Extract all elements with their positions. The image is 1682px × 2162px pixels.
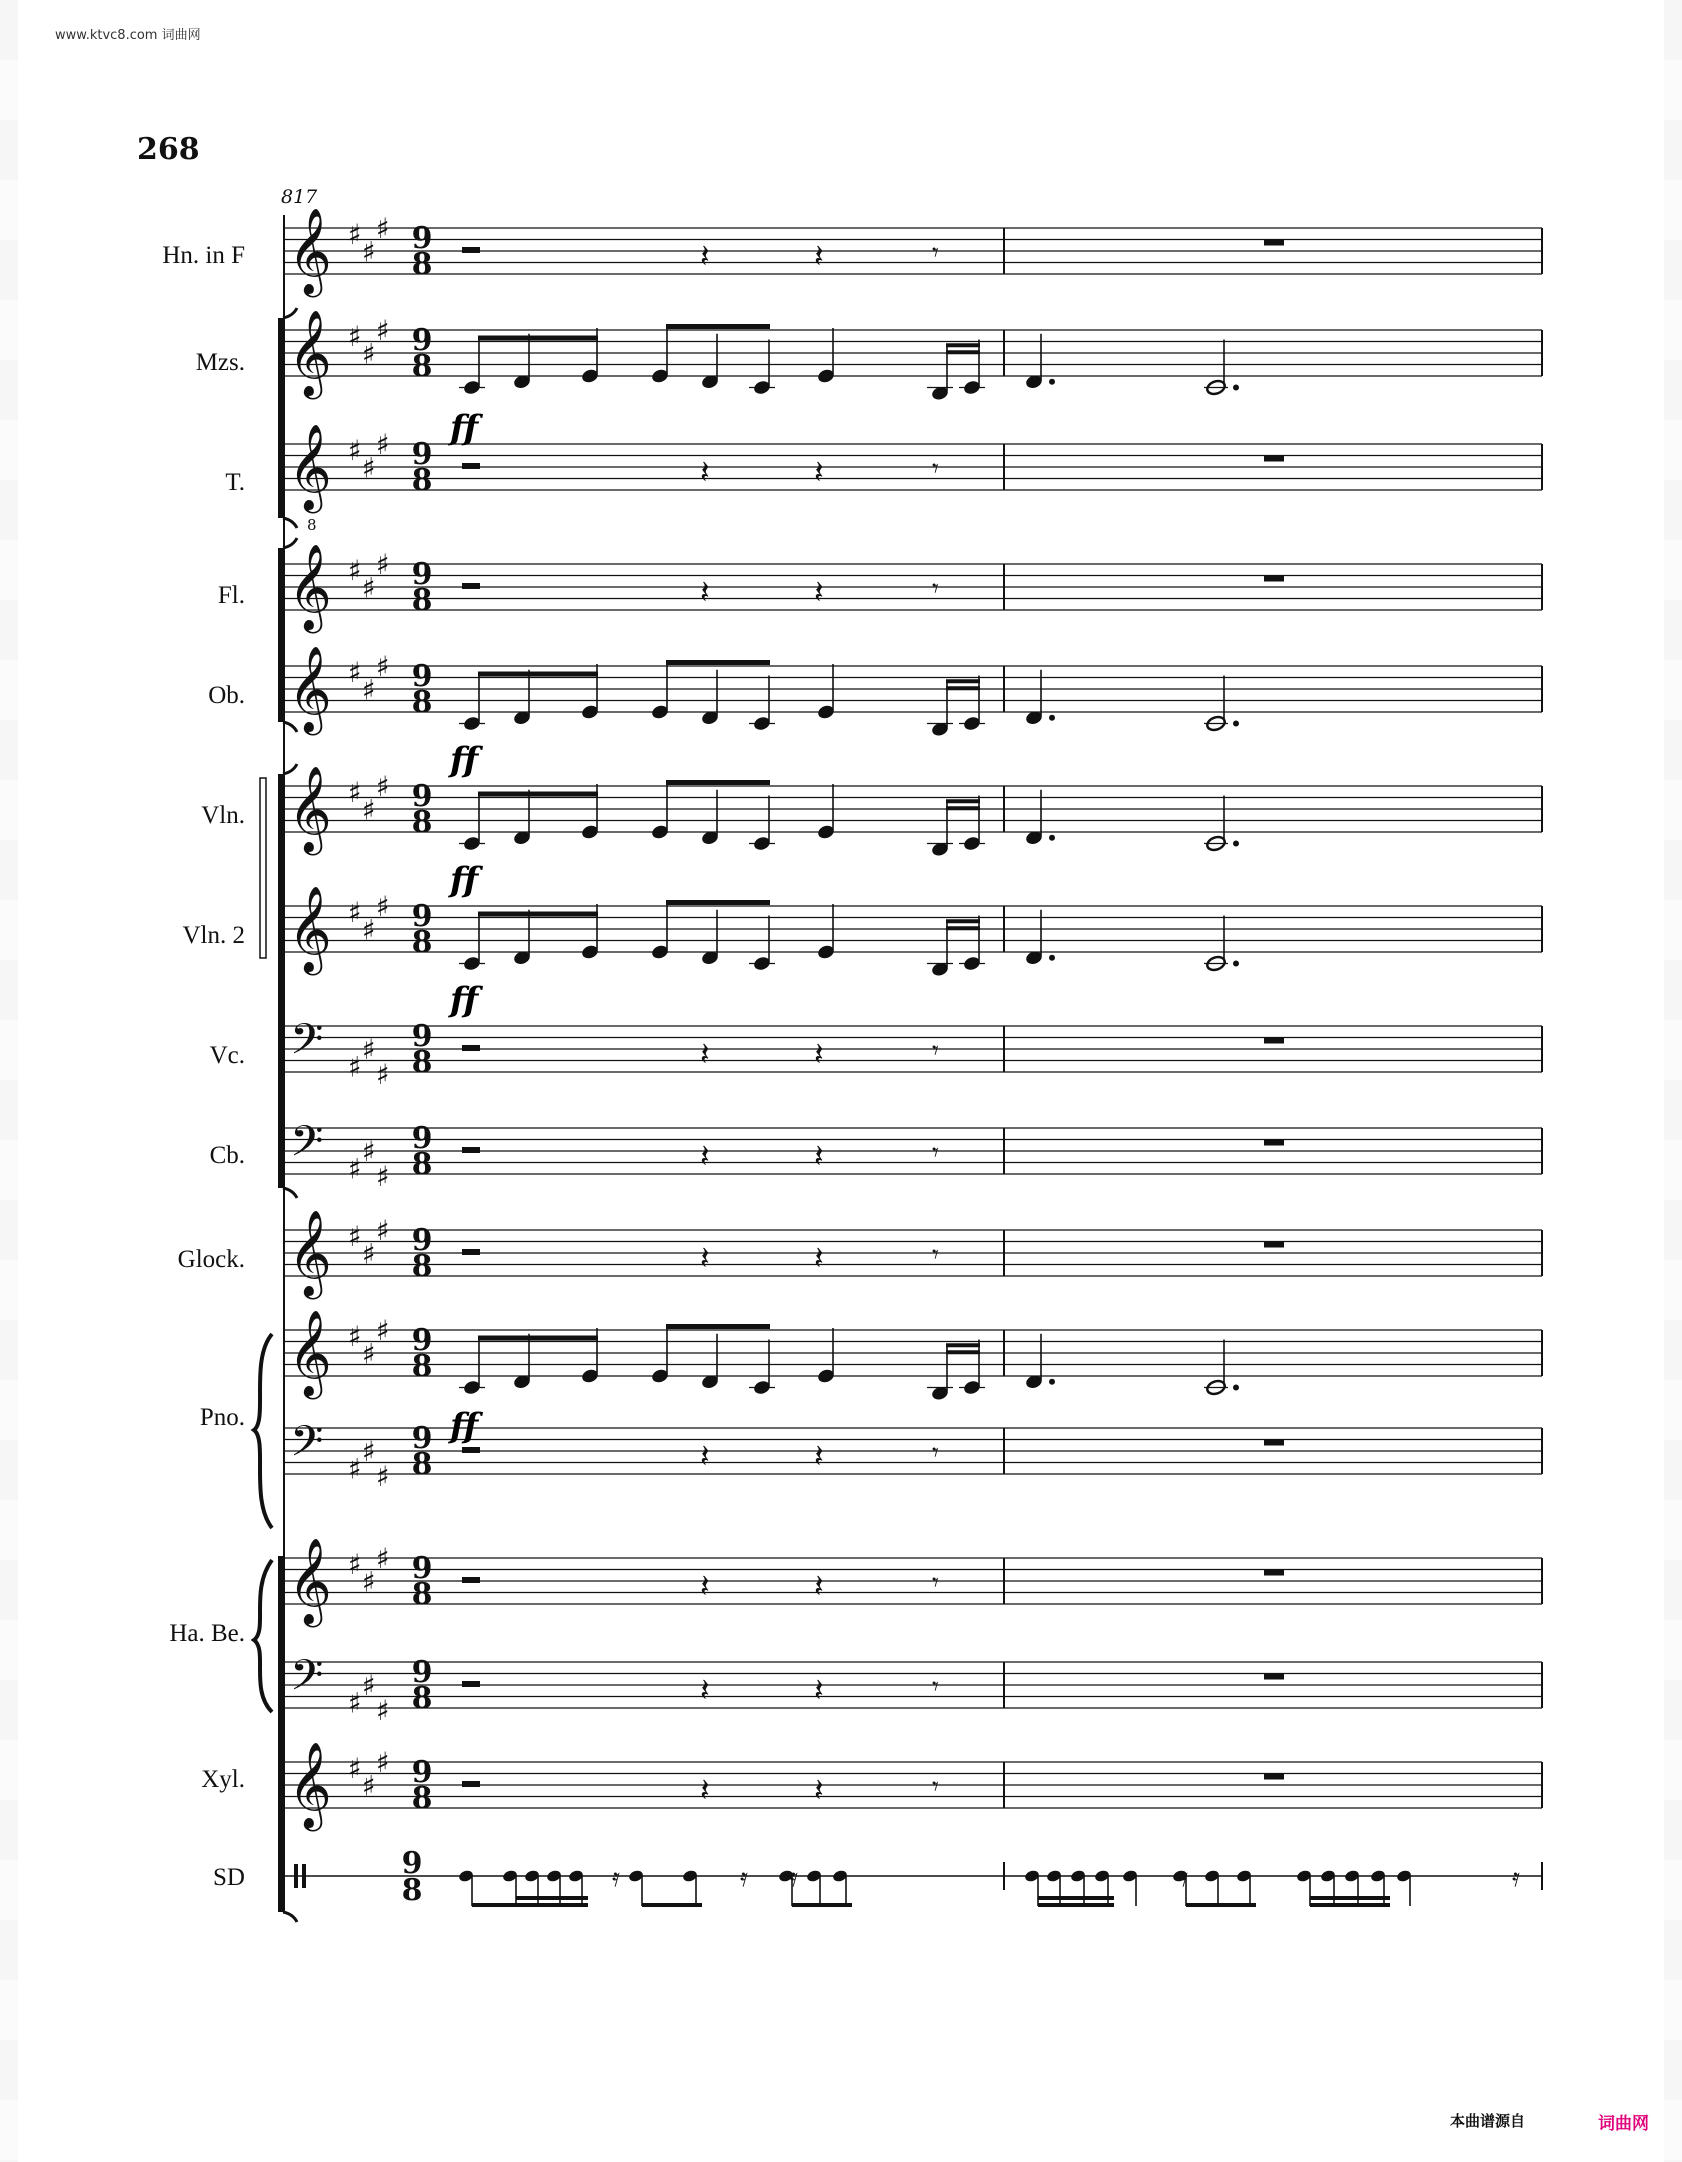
half-rest [462, 463, 480, 469]
time-signature-denominator: 8 [411, 1781, 433, 1816]
quarter-rest: 𝄽 [700, 453, 710, 491]
quarter-rest: 𝄽 [700, 1771, 710, 1809]
note-beam [478, 792, 598, 797]
quarter-rest: 𝄽 [814, 237, 824, 275]
sharp-icon: ♯ [362, 913, 376, 947]
sharp-icon: ♯ [362, 1565, 376, 1599]
dynamic-ff-piano: ff [450, 1406, 479, 1446]
sharp-icon: ♯ [348, 1452, 362, 1486]
note-beam [478, 672, 598, 677]
label-tenor: T. [225, 469, 245, 496]
half-rest [462, 1249, 480, 1255]
sharp-icon: ♯ [362, 1033, 376, 1066]
quarter-rest: 𝄽 [814, 1035, 824, 1073]
whole-rest [1264, 1570, 1284, 1576]
quarter-rest: 𝄽 [814, 1771, 824, 1809]
sharp-icon: ♯ [348, 1050, 362, 1084]
augmentation-dot [1233, 385, 1239, 391]
sharp-icon: ♯ [376, 428, 390, 461]
label-xylophone: Xyl. [201, 1766, 245, 1793]
half-rest [462, 1447, 480, 1453]
label-cello: Vc. [209, 1042, 245, 1069]
sharp-icon: ♯ [348, 656, 362, 689]
time-signature-numerator: 9 [411, 437, 433, 472]
sharp-icon: ♯ [376, 1160, 390, 1193]
time-signature-denominator: 8 [411, 247, 433, 282]
label-piano: Pno. [199, 1404, 245, 1431]
time-signature-numerator: 9 [411, 1655, 433, 1690]
label-oboe: Ob. [208, 682, 245, 709]
sharp-icon: ♯ [376, 1460, 390, 1493]
sharp-icon: ♯ [362, 451, 376, 485]
augmentation-dot [1049, 715, 1055, 721]
sharp-icon: ♯ [362, 571, 376, 605]
quarter-rest: 𝄽 [700, 573, 710, 611]
staff-9 [284, 1210, 1542, 1300]
time-signature-denominator: 8 [411, 1447, 433, 1482]
treble-clef-icon: 𝄞 [288, 1210, 332, 1296]
percussion-clef [302, 1864, 306, 1888]
label-snare-drum: SD [213, 1864, 245, 1891]
sharp-icon: ♯ [348, 554, 362, 587]
whole-rest [1264, 1242, 1284, 1248]
note-beam [946, 919, 980, 923]
note-beam [792, 1903, 852, 1907]
whole-rest [1264, 1140, 1284, 1146]
time-signature-numerator: 9 [411, 1421, 433, 1456]
eighth-rest: 𝄾 [932, 1036, 939, 1066]
quarter-rest: 𝄽 [814, 1137, 824, 1175]
note-beam [946, 679, 980, 683]
time-signature-numerator: 9 [401, 1846, 423, 1881]
dynamic-ff-oboe: ff [450, 740, 479, 780]
bass-clef-icon: 𝄢 [290, 1417, 324, 1477]
sharp-icon: ♯ [376, 212, 390, 245]
sixteenth-rest: 𝄿 [1512, 1863, 1520, 1893]
quarter-rest: 𝄽 [700, 1567, 710, 1605]
sharp-icon: ♯ [348, 776, 362, 809]
note-beam [666, 780, 770, 785]
label-violin: Vln. [201, 802, 245, 829]
half-rest [462, 1045, 480, 1051]
sharp-icon: ♯ [362, 337, 376, 371]
time-signature-denominator: 8 [411, 685, 433, 720]
eighth-rest: 𝄾 [932, 1672, 939, 1702]
eighth-rest: 𝄾 [932, 238, 939, 268]
staff-3 [284, 544, 1542, 634]
whole-rest [1264, 1038, 1284, 1044]
label-flute: Fl. [217, 582, 245, 609]
quarter-rest: 𝄽 [700, 1239, 710, 1277]
augmentation-dot [1233, 721, 1239, 727]
note-beam [1186, 1903, 1256, 1907]
dynamic-ff-violin: ff [450, 860, 479, 900]
note-beam [946, 799, 980, 803]
staff-12 [284, 1538, 1542, 1628]
note-beam [946, 343, 980, 347]
label-mezzo: Mzs. [195, 349, 245, 376]
time-signature-denominator: 8 [411, 1577, 433, 1612]
sharp-icon: ♯ [362, 1135, 376, 1168]
treble-clef-icon: 𝄞 [288, 1742, 332, 1828]
note-beam [478, 336, 598, 341]
time-signature-numerator: 9 [411, 1551, 433, 1586]
time-signature-denominator: 8 [411, 805, 433, 840]
augmentation-dot [1233, 1385, 1239, 1391]
sixteenth-rest: 𝄿 [790, 1863, 798, 1893]
half-rest [462, 1147, 480, 1153]
sharp-icon: ♯ [376, 1694, 390, 1727]
sixteenth-rest: 𝄿 [1180, 1863, 1188, 1893]
note-beam [946, 806, 980, 810]
note-beam [1310, 1903, 1390, 1907]
note-beam [946, 686, 980, 690]
note-beam [1038, 1903, 1114, 1907]
whole-rest [1264, 456, 1284, 462]
time-signature-denominator: 8 [411, 1147, 433, 1182]
sharp-icon: ♯ [376, 1314, 390, 1347]
bass-clef-icon: 𝄢 [290, 1015, 324, 1075]
quarter-rest: 𝄽 [700, 237, 710, 275]
time-signature-numerator: 9 [411, 323, 433, 358]
note-beam [666, 900, 770, 905]
label-contrabass: Cb. [209, 1142, 245, 1169]
augmentation-dot [1049, 955, 1055, 961]
sixteenth-rest: 𝄿 [740, 1863, 748, 1893]
note-beam [946, 1350, 980, 1354]
quarter-rest: 𝄽 [700, 1437, 710, 1475]
staff-7 [284, 1015, 1542, 1091]
note-beam [946, 350, 980, 354]
whole-rest [1264, 576, 1284, 582]
page-number: 268 [137, 132, 200, 167]
half-rest [462, 247, 480, 253]
sharp-icon: ♯ [348, 320, 362, 353]
sharp-icon: ♯ [376, 770, 390, 803]
sharp-icon: ♯ [376, 1542, 390, 1575]
sharp-icon: ♯ [348, 896, 362, 929]
quarter-rest: 𝄽 [814, 1567, 824, 1605]
treble-clef-icon: 𝄞 [288, 544, 332, 630]
eighth-rest: 𝄾 [932, 574, 939, 604]
time-signature-numerator: 9 [411, 1755, 433, 1790]
octave-mark: 8 [307, 516, 317, 534]
footer-brand: 词曲网 [1598, 2114, 1649, 2134]
sharp-icon: ♯ [376, 1214, 390, 1247]
sharp-icon: ♯ [376, 890, 390, 923]
quarter-rest: 𝄽 [814, 1437, 824, 1475]
sharp-icon: ♯ [362, 1435, 376, 1468]
time-signature-numerator: 9 [411, 659, 433, 694]
label-horn: Hn. in F [162, 242, 245, 269]
eighth-rest: 𝄾 [932, 1568, 939, 1598]
augmentation-dot [1049, 379, 1055, 385]
sharp-icon: ♯ [348, 1752, 362, 1785]
sharp-icon: ♯ [376, 314, 390, 347]
time-signature-numerator: 9 [411, 1223, 433, 1258]
half-rest [462, 1577, 480, 1583]
augmentation-dot [1233, 961, 1239, 967]
treble-clef-icon: 𝄞 [288, 766, 332, 852]
note-beam [946, 926, 980, 930]
sharp-icon: ♯ [362, 235, 376, 269]
time-signature-numerator: 9 [411, 1121, 433, 1156]
time-signature-denominator: 8 [411, 1681, 433, 1716]
eighth-rest: 𝄾 [932, 1240, 939, 1270]
time-signature-numerator: 9 [411, 1323, 433, 1358]
time-signature-numerator: 9 [411, 557, 433, 592]
sharp-icon: ♯ [348, 1548, 362, 1581]
eighth-rest: 𝄾 [932, 1138, 939, 1168]
note-beam [472, 1903, 588, 1907]
measure-number: 817 [281, 186, 318, 208]
staff-8 [284, 1117, 1542, 1193]
note-beam [1038, 1896, 1114, 1900]
bass-clef-icon: 𝄢 [290, 1651, 324, 1711]
note-beam [478, 1336, 598, 1341]
note-beam [946, 1343, 980, 1347]
site-url: www.ktvc8.com 词曲网 [55, 28, 201, 43]
eighth-rest: 𝄾 [932, 1772, 939, 1802]
note-beam [478, 912, 598, 917]
sharp-icon: ♯ [376, 1058, 390, 1091]
staff-4 [284, 646, 1542, 738]
time-signature-numerator: 9 [411, 779, 433, 814]
note-beam [666, 1324, 770, 1329]
half-rest [462, 583, 480, 589]
time-signature-denominator: 8 [411, 1349, 433, 1384]
note-beam [666, 660, 770, 665]
percussion-clef [294, 1864, 298, 1888]
staff-0 [284, 208, 1542, 298]
augmentation-dot [1233, 841, 1239, 847]
quarter-rest: 𝄽 [814, 573, 824, 611]
brace-piano [254, 1334, 272, 1528]
sharp-icon: ♯ [348, 434, 362, 467]
sharp-icon: ♯ [362, 673, 376, 707]
brace-harp [254, 1560, 272, 1712]
treble-clef-icon: 𝄞 [288, 310, 332, 396]
quarter-rest: 𝄽 [814, 1239, 824, 1277]
label-violin-2: Vln. 2 [182, 922, 245, 949]
time-signature-denominator: 8 [411, 925, 433, 960]
treble-clef-icon: 𝄞 [288, 886, 332, 972]
note-beam [666, 324, 770, 329]
bass-clef-icon: 𝄢 [290, 1117, 324, 1177]
quarter-rest: 𝄽 [700, 1137, 710, 1175]
staff-13 [284, 1651, 1542, 1727]
quarter-rest: 𝄽 [700, 1671, 710, 1709]
note-beam [642, 1903, 702, 1907]
dynamic-ff-mezzo: ff [450, 408, 479, 448]
note-beam [516, 1896, 588, 1900]
time-signature-denominator: 8 [411, 583, 433, 618]
treble-clef-icon: 𝄞 [288, 1310, 332, 1396]
sharp-icon: ♯ [376, 548, 390, 581]
dynamic-ff-violin-2: ff [450, 980, 479, 1020]
footer-source: 本曲谱源自 [1450, 2112, 1526, 2130]
sharp-icon: ♯ [362, 1669, 376, 1702]
quarter-rest: 𝄽 [814, 1671, 824, 1709]
whole-rest [1264, 1774, 1284, 1780]
staff-10 [284, 1310, 1542, 1402]
sharp-icon: ♯ [348, 1686, 362, 1720]
half-rest [462, 1781, 480, 1787]
sharp-icon: ♯ [348, 218, 362, 251]
sharp-icon: ♯ [348, 1220, 362, 1253]
treble-clef-icon: 𝄞 [288, 424, 332, 510]
time-signature-numerator: 9 [411, 221, 433, 256]
sharp-icon: ♯ [376, 650, 390, 683]
time-signature-numerator: 9 [411, 899, 433, 934]
whole-rest [1264, 1674, 1284, 1680]
treble-clef-icon: 𝄞 [288, 646, 332, 732]
augmentation-dot [1049, 1379, 1055, 1385]
eighth-rest: 𝄾 [932, 1438, 939, 1468]
label-glockenspiel: Glock. [177, 1246, 245, 1273]
eighth-rest: 𝄾 [932, 454, 939, 484]
treble-clef-icon: 𝄞 [288, 208, 332, 294]
quarter-rest: 𝄽 [700, 1035, 710, 1073]
time-signature-denominator: 8 [411, 1249, 433, 1284]
label-harp-bells: Ha. Be. [169, 1620, 245, 1647]
staff-14 [284, 1742, 1542, 1832]
time-signature-denominator: 8 [411, 349, 433, 384]
time-signature-denominator: 8 [401, 1873, 423, 1908]
staff-1 [284, 310, 1542, 402]
quarter-rest: 𝄽 [814, 453, 824, 491]
augmentation-dot [1049, 835, 1055, 841]
note-beam [1310, 1896, 1390, 1900]
sharp-icon: ♯ [362, 793, 376, 827]
treble-clef-icon: 𝄞 [288, 1538, 332, 1624]
sharp-icon: ♯ [348, 1152, 362, 1186]
time-signature-denominator: 8 [411, 463, 433, 498]
time-signature-denominator: 8 [411, 1045, 433, 1080]
staff-15 [284, 1846, 1542, 1908]
sixteenth-rest: 𝄿 [612, 1863, 620, 1893]
sharp-icon: ♯ [376, 1746, 390, 1779]
whole-rest [1264, 240, 1284, 246]
sharp-icon: ♯ [362, 1769, 376, 1803]
sharp-icon: ♯ [362, 1337, 376, 1371]
sharp-icon: ♯ [362, 1237, 376, 1271]
sharp-icon: ♯ [348, 1320, 362, 1353]
time-signature-numerator: 9 [411, 1019, 433, 1054]
half-rest [462, 1681, 480, 1687]
whole-rest [1264, 1440, 1284, 1446]
